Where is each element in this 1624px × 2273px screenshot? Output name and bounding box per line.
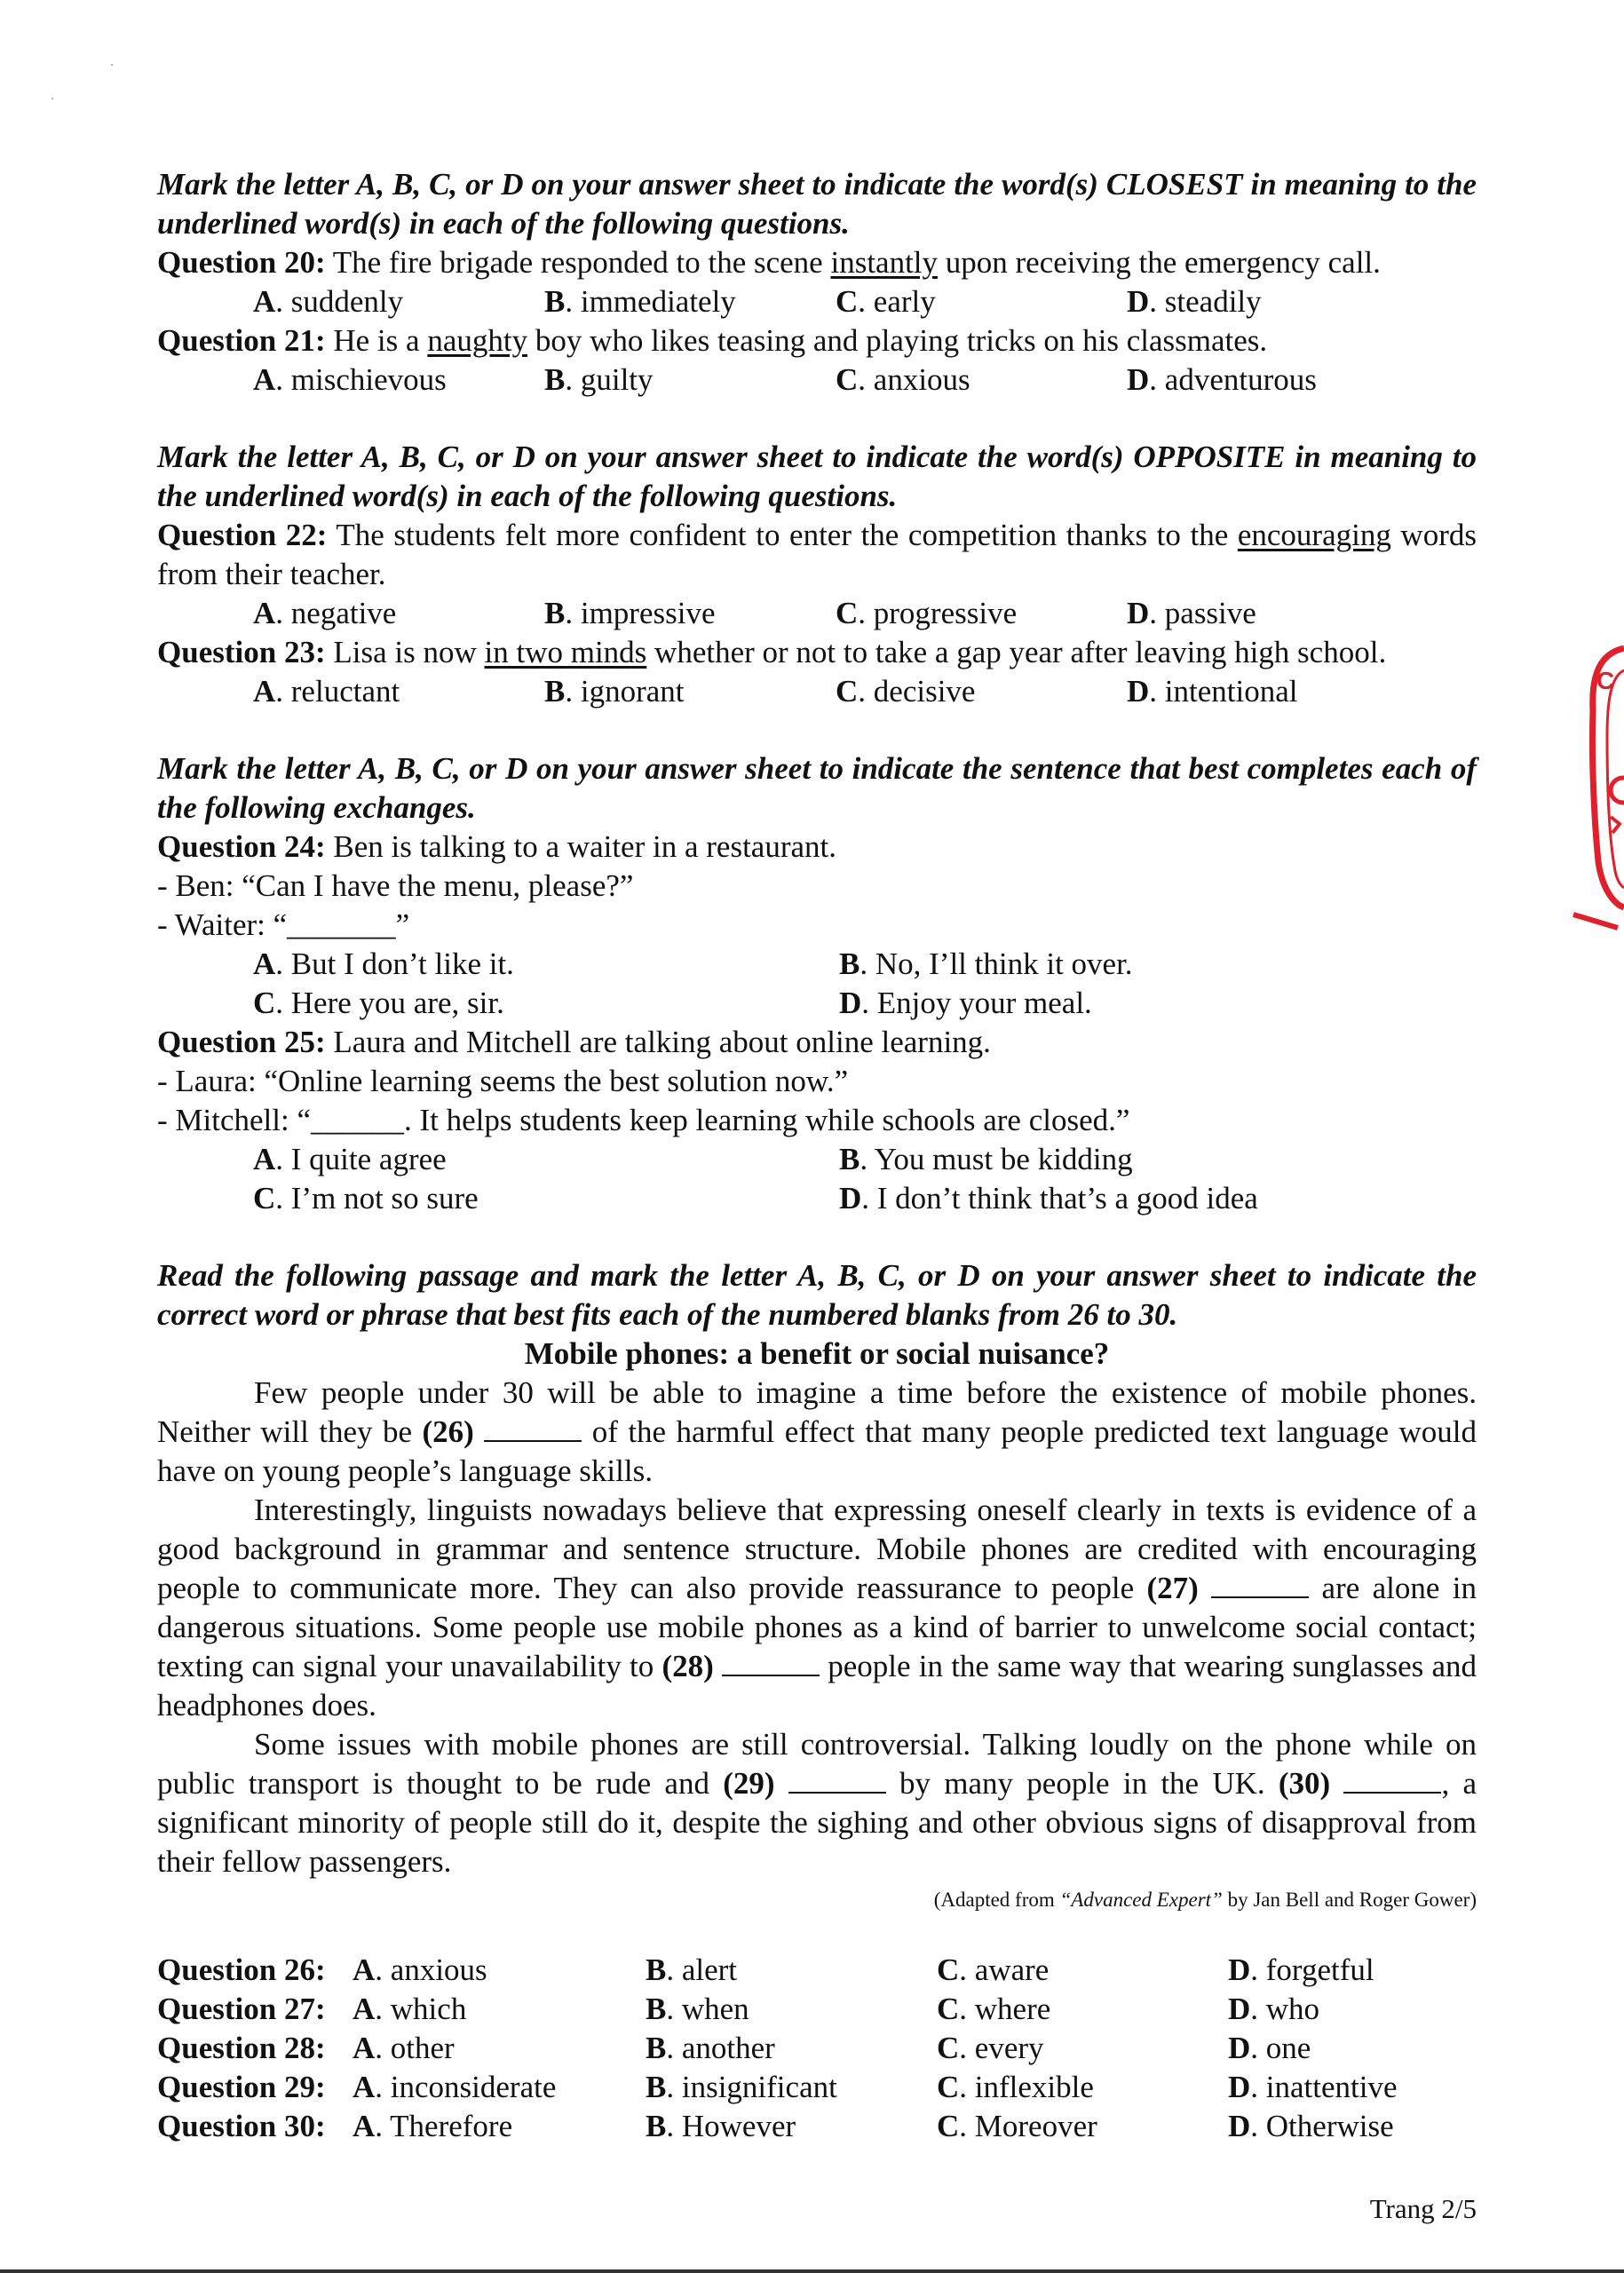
option-d[interactable]: D. passive	[1127, 596, 1256, 630]
options-q24	[157, 945, 1477, 1023]
option-c[interactable]: C. inflexible	[937, 2070, 1094, 2104]
question-label: Question 24:	[157, 829, 326, 864]
question-label: Question 20:	[157, 245, 326, 280]
option-c[interactable]: C. decisive	[836, 674, 976, 709]
options-q25	[157, 1140, 1477, 1218]
option-c[interactable]: C. Here you are, sir.	[253, 986, 504, 1020]
scan-speck	[111, 64, 113, 66]
option-c[interactable]: C. I’m not so sure	[253, 1181, 479, 1216]
svg-text:C: C	[1596, 667, 1615, 694]
question-24: Question 24: Ben is talking to a waiter in a restaurant.	[157, 829, 836, 864]
options-q20	[157, 282, 1477, 321]
options-q21	[157, 360, 1477, 400]
option-b[interactable]: B. No, I’ll think it over.	[839, 946, 1133, 981]
option-a[interactable]: A. suddenly	[253, 284, 404, 319]
option-d[interactable]: D. Enjoy your meal.	[839, 986, 1092, 1020]
page-number: Trang 2/5	[1369, 2193, 1477, 2224]
instruction-exchanges: Mark the letter A, B, C, or D on your answer sheet to indicate the sentence that best completes each of the following exchanges.	[157, 751, 1477, 825]
question-20: Question 20: The fire brigade responded to the scene instantly upon receiving the emergency call.	[157, 245, 1381, 280]
passage-title: Mobile phones: a benefit or social nuisance?	[524, 1336, 1110, 1371]
grid-row-q26: Question 26: A. anxious B. alert C. aware D. forgetful	[157, 1951, 1477, 1990]
option-b[interactable]: B. immediately	[544, 284, 736, 319]
underlined-word: instantly	[830, 245, 939, 280]
instruction-closest: Mark the letter A, B, C, or D on your answer sheet to indicate the word(s) CLOSEST in meaning to the underlined word(s) in each of the following questions.	[157, 167, 1477, 241]
option-b[interactable]: B. However	[646, 2109, 796, 2143]
blank-28[interactable]	[722, 1650, 820, 1676]
passage-paragraph-1: Few people under 30 will be able to imagine a time before the existence of mobile phones. Neither will they be (26) of the harmful effect that many people predicted text language would have on young people’s language skills.	[157, 1375, 1477, 1488]
option-b[interactable]: B. ignorant	[544, 674, 685, 709]
option-b[interactable]: B. alert	[646, 1952, 738, 1987]
blank-30[interactable]	[1343, 1767, 1441, 1794]
option-a[interactable]: A. other	[353, 2031, 455, 2065]
passage-source: (Adapted from “Advanced Expert” by Jan Bell and Roger Gower)	[933, 1889, 1477, 1911]
option-b[interactable]: B. guilty	[544, 362, 654, 397]
option-b[interactable]: B. another	[646, 2031, 775, 2065]
option-d[interactable]: D. adventurous	[1127, 362, 1317, 397]
instruction-passage: Read the following passage and mark the letter A, B, C, or D on your answer sheet to indicate the correct word or phrase that best fits each of the numbered blanks from 26 to 30.	[157, 1258, 1477, 1332]
dialogue-line: - Ben: “Can I have the menu, please?”	[157, 868, 634, 903]
option-a[interactable]: A. anxious	[353, 1952, 487, 1987]
option-c[interactable]: C. Moreover	[937, 2109, 1097, 2143]
dialogue-line: - Mitchell: “______. It helps students keep learning while schools are closed.”	[157, 1103, 1130, 1137]
underlined-word: in two minds	[484, 635, 647, 669]
instruction-opposite: Mark the letter A, B, C, or D on your answer sheet to indicate the word(s) OPPOSITE in meaning to the underlined word(s) in each of the following questions.	[157, 440, 1477, 513]
question-22: Question 22: The students felt more confident to enter the competition thanks to the encouraging words from their teacher.	[157, 518, 1477, 591]
question-label: Question 23:	[157, 635, 326, 669]
blank-26[interactable]	[484, 1415, 582, 1442]
option-d[interactable]: D. I don’t think that’s a good idea	[839, 1181, 1258, 1216]
option-b[interactable]: B. when	[646, 1992, 749, 2026]
underlined-word: naughty	[427, 323, 528, 358]
option-c[interactable]: C. where	[937, 1992, 1051, 2026]
grid-row-q30: Question 30: A. Therefore B. However C. Moreover D. Otherwise	[157, 2107, 1477, 2146]
option-a[interactable]: A. negative	[253, 596, 397, 630]
option-c[interactable]: C. early	[836, 284, 936, 319]
blank-number: (28)	[661, 1649, 714, 1683]
option-a[interactable]: A. But I don’t like it.	[253, 946, 514, 981]
question-23: Question 23: Lisa is now in two minds whether or not to take a gap year after leaving high school.	[157, 635, 1387, 669]
option-c[interactable]: C. aware	[937, 1952, 1050, 1987]
answer-grid	[157, 1951, 1477, 2146]
question-25: Question 25: Laura and Mitchell are talking about online learning.	[157, 1025, 991, 1059]
blank-number: (26)	[422, 1414, 474, 1449]
option-d[interactable]: D. steadily	[1127, 284, 1262, 319]
option-d[interactable]: D. who	[1228, 1992, 1320, 2026]
passage-paragraph-3: Some issues with mobile phones are still controversial. Talking loudly on the phone while on public transport is thought to be rude and (29) by many people in the UK. (30) , a significant minority of people still do it, despite the sighing and other obvious signs of disapproval from their fellow passengers.	[157, 1727, 1477, 1879]
options-q23	[157, 672, 1477, 711]
red-stamp-icon	[1565, 622, 1624, 932]
options-q22	[157, 594, 1477, 633]
blank-29[interactable]	[788, 1767, 886, 1794]
option-a[interactable]: A. I quite agree	[253, 1142, 447, 1176]
option-a[interactable]: A. which	[353, 1992, 467, 2026]
blank-number: (27)	[1146, 1571, 1199, 1605]
option-a[interactable]: A. reluctant	[253, 674, 400, 709]
option-b[interactable]: B. You must be kidding	[839, 1142, 1133, 1176]
grid-row-q29: Question 29: A. inconsiderate B. insignificant C. inflexible D. inattentive	[157, 2068, 1477, 2107]
dialogue-line: - Waiter: “_______”	[157, 907, 410, 942]
option-c[interactable]: C. anxious	[836, 362, 970, 397]
option-d[interactable]: D. one	[1228, 2031, 1311, 2065]
option-d[interactable]: D. inattentive	[1228, 2070, 1398, 2104]
option-a[interactable]: A. mischievous	[253, 362, 447, 397]
option-d[interactable]: D. Otherwise	[1228, 2109, 1394, 2143]
dialogue-line: - Laura: “Online learning seems the best solution now.”	[157, 1064, 849, 1098]
scan-speck	[51, 98, 53, 99]
option-b[interactable]: B. insignificant	[646, 2070, 837, 2104]
option-d[interactable]: D. intentional	[1127, 674, 1298, 709]
exam-page	[157, 165, 1477, 2146]
underlined-word: encouraging	[1237, 518, 1391, 552]
option-d[interactable]: D. forgetful	[1228, 1952, 1374, 1987]
option-c[interactable]: C. progressive	[836, 596, 1018, 630]
option-a[interactable]: A. inconsiderate	[353, 2070, 557, 2104]
blank-27[interactable]	[1211, 1572, 1309, 1598]
scan-bottom-edge	[0, 2269, 1624, 2273]
option-b[interactable]: B. impressive	[544, 596, 716, 630]
grid-row-q27: Question 27: A. which B. when C. where D. who	[157, 1990, 1477, 2029]
question-label: Question 21:	[157, 323, 326, 358]
blank-number: (29)	[723, 1766, 775, 1801]
question-21: Question 21: He is a naughty boy who likes teasing and playing tricks on his classmates.	[157, 323, 1268, 358]
option-c[interactable]: C. every	[937, 2031, 1044, 2065]
question-label: Question 25:	[157, 1025, 326, 1059]
grid-row-q28: Question 28: A. other B. another C. every D. one	[157, 2029, 1477, 2068]
blank-number: (30)	[1278, 1766, 1331, 1801]
question-label: Question 22:	[157, 518, 328, 552]
option-a[interactable]: A. Therefore	[353, 2109, 513, 2143]
passage-paragraph-2: Interestingly, linguists nowadays believe that expressing oneself clearly in texts is evidence of a good background in grammar and sentence structure. Mobile phones are credited with encouraging people to communicate more. They can also provide reassurance to people (27) are alone in dangerous situations. Some people use mobile phones as a kind of barrier to unwelcome social contact; texting can signal your unavailability to (28) people in the same way that wearing sunglasses and headphones does.	[157, 1493, 1477, 1723]
